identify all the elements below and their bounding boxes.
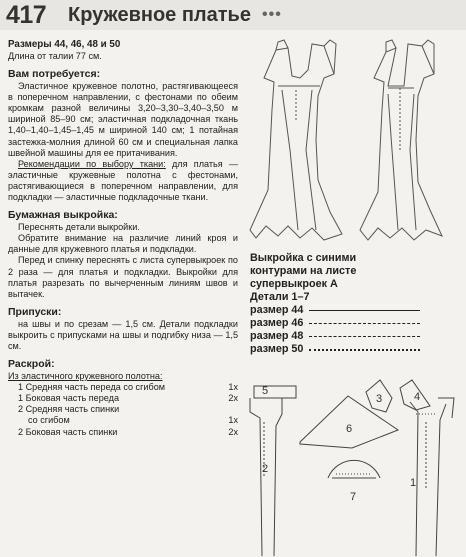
needs-heading: Вам потребуется:	[8, 68, 101, 81]
needs-text: Эластичное кружевное полотно, растягивающееся в поперечном направлении, с фестонами по обеим кромкам разной величины 3,20–3,30–3,40–3,50 м шириной 85–90 см; эластичная подкладочная ткань 1,40–1,40–1,45–1,45 м шириной 140 см; 1 потайная застежка-молния длиной 60 см и специальная лапка швейной машины для ее притачивания.	[8, 81, 238, 158]
legend-size-48: размер 48	[250, 330, 420, 343]
model-number: 417	[6, 1, 47, 29]
pattern-label-2: 2	[262, 463, 269, 475]
pattern-label-3: 3	[376, 393, 383, 405]
list-item: со сгибом 1х	[28, 415, 238, 426]
dress-technical-drawing	[238, 30, 466, 245]
legend-size-46: размер 46	[250, 317, 420, 330]
list-item: 2 Боковая часть спинки 2х	[18, 426, 238, 437]
legend-title-2: контурами на листе	[250, 265, 357, 277]
page-header	[0, 0, 466, 30]
list-item: 1 Боковая часть переда 2х	[18, 393, 238, 404]
length-line: Длина от талии 77 см.	[8, 51, 102, 61]
page-title: Кружевное платье	[68, 4, 251, 26]
dash-dot-line-icon	[309, 336, 420, 337]
list-item: 1 Средняя часть переда со сгибом 1х	[18, 382, 238, 393]
paper-pattern-p1: Переснять детали выкройки.	[18, 222, 140, 233]
dashed-line-icon	[309, 323, 420, 324]
allowances-heading: Припуски:	[8, 305, 62, 318]
paper-pattern-p3: Перед и спинку переснять с листа супервыкроек по 2 раза — для платья и подкладки. Выкройки для платья разрезать по вычерченным линиям швов и вытачек.	[8, 255, 238, 299]
list-item: 2 Средняя часть спинки	[18, 404, 120, 415]
pattern-label-1: 1	[410, 477, 417, 489]
recommendation-text: для платья — эластичные кружевные полотна с фестонами, растягивающиеся в поперечном направлении, для подкладки — эластичные подкладочные ткани.	[8, 158, 238, 203]
pattern-label-7: 7	[350, 491, 357, 503]
recommendation-label: Рекомендации по выбору ткани:	[18, 158, 166, 169]
pattern-legend	[250, 252, 420, 356]
solid-line-icon	[309, 310, 420, 311]
paper-pattern-heading: Бумажная выкройка:	[8, 209, 118, 222]
legend-title-4: Детали 1–7	[250, 291, 310, 303]
pattern-pieces-diagram	[240, 378, 466, 557]
legend-size-50: размер 50	[250, 343, 420, 356]
dotted-line-icon	[309, 349, 420, 351]
instructions-column	[8, 38, 238, 438]
pattern-label-5: 5	[262, 385, 269, 397]
pattern-label-4: 4	[414, 391, 421, 403]
pattern-label-6: 6	[346, 423, 353, 435]
difficulty-dots: •••	[262, 6, 282, 23]
allowances-text: на швы и по срезам — 1,5 см. Детали подкладки выкроить с припусками на швы и подгибку низа — 1,5 см.	[8, 318, 238, 351]
fabric-recommendation	[8, 159, 238, 203]
legend-size-44: размер 44	[250, 304, 420, 317]
legend-title-1: Выкройка с синими	[250, 252, 357, 264]
legend-title-3: супервыкроек А	[250, 278, 338, 290]
paper-pattern-p2: Обратите внимание на различие линий кроя и данные для кружевного платья и подкладки.	[8, 233, 238, 255]
cutting-list	[8, 382, 238, 437]
cutting-heading: Раскрой:	[8, 358, 55, 371]
sizes-line: Размеры 44, 46, 48 и 50	[8, 39, 121, 50]
cutting-subheading: Из эластичного кружевного полотна:	[8, 371, 163, 382]
